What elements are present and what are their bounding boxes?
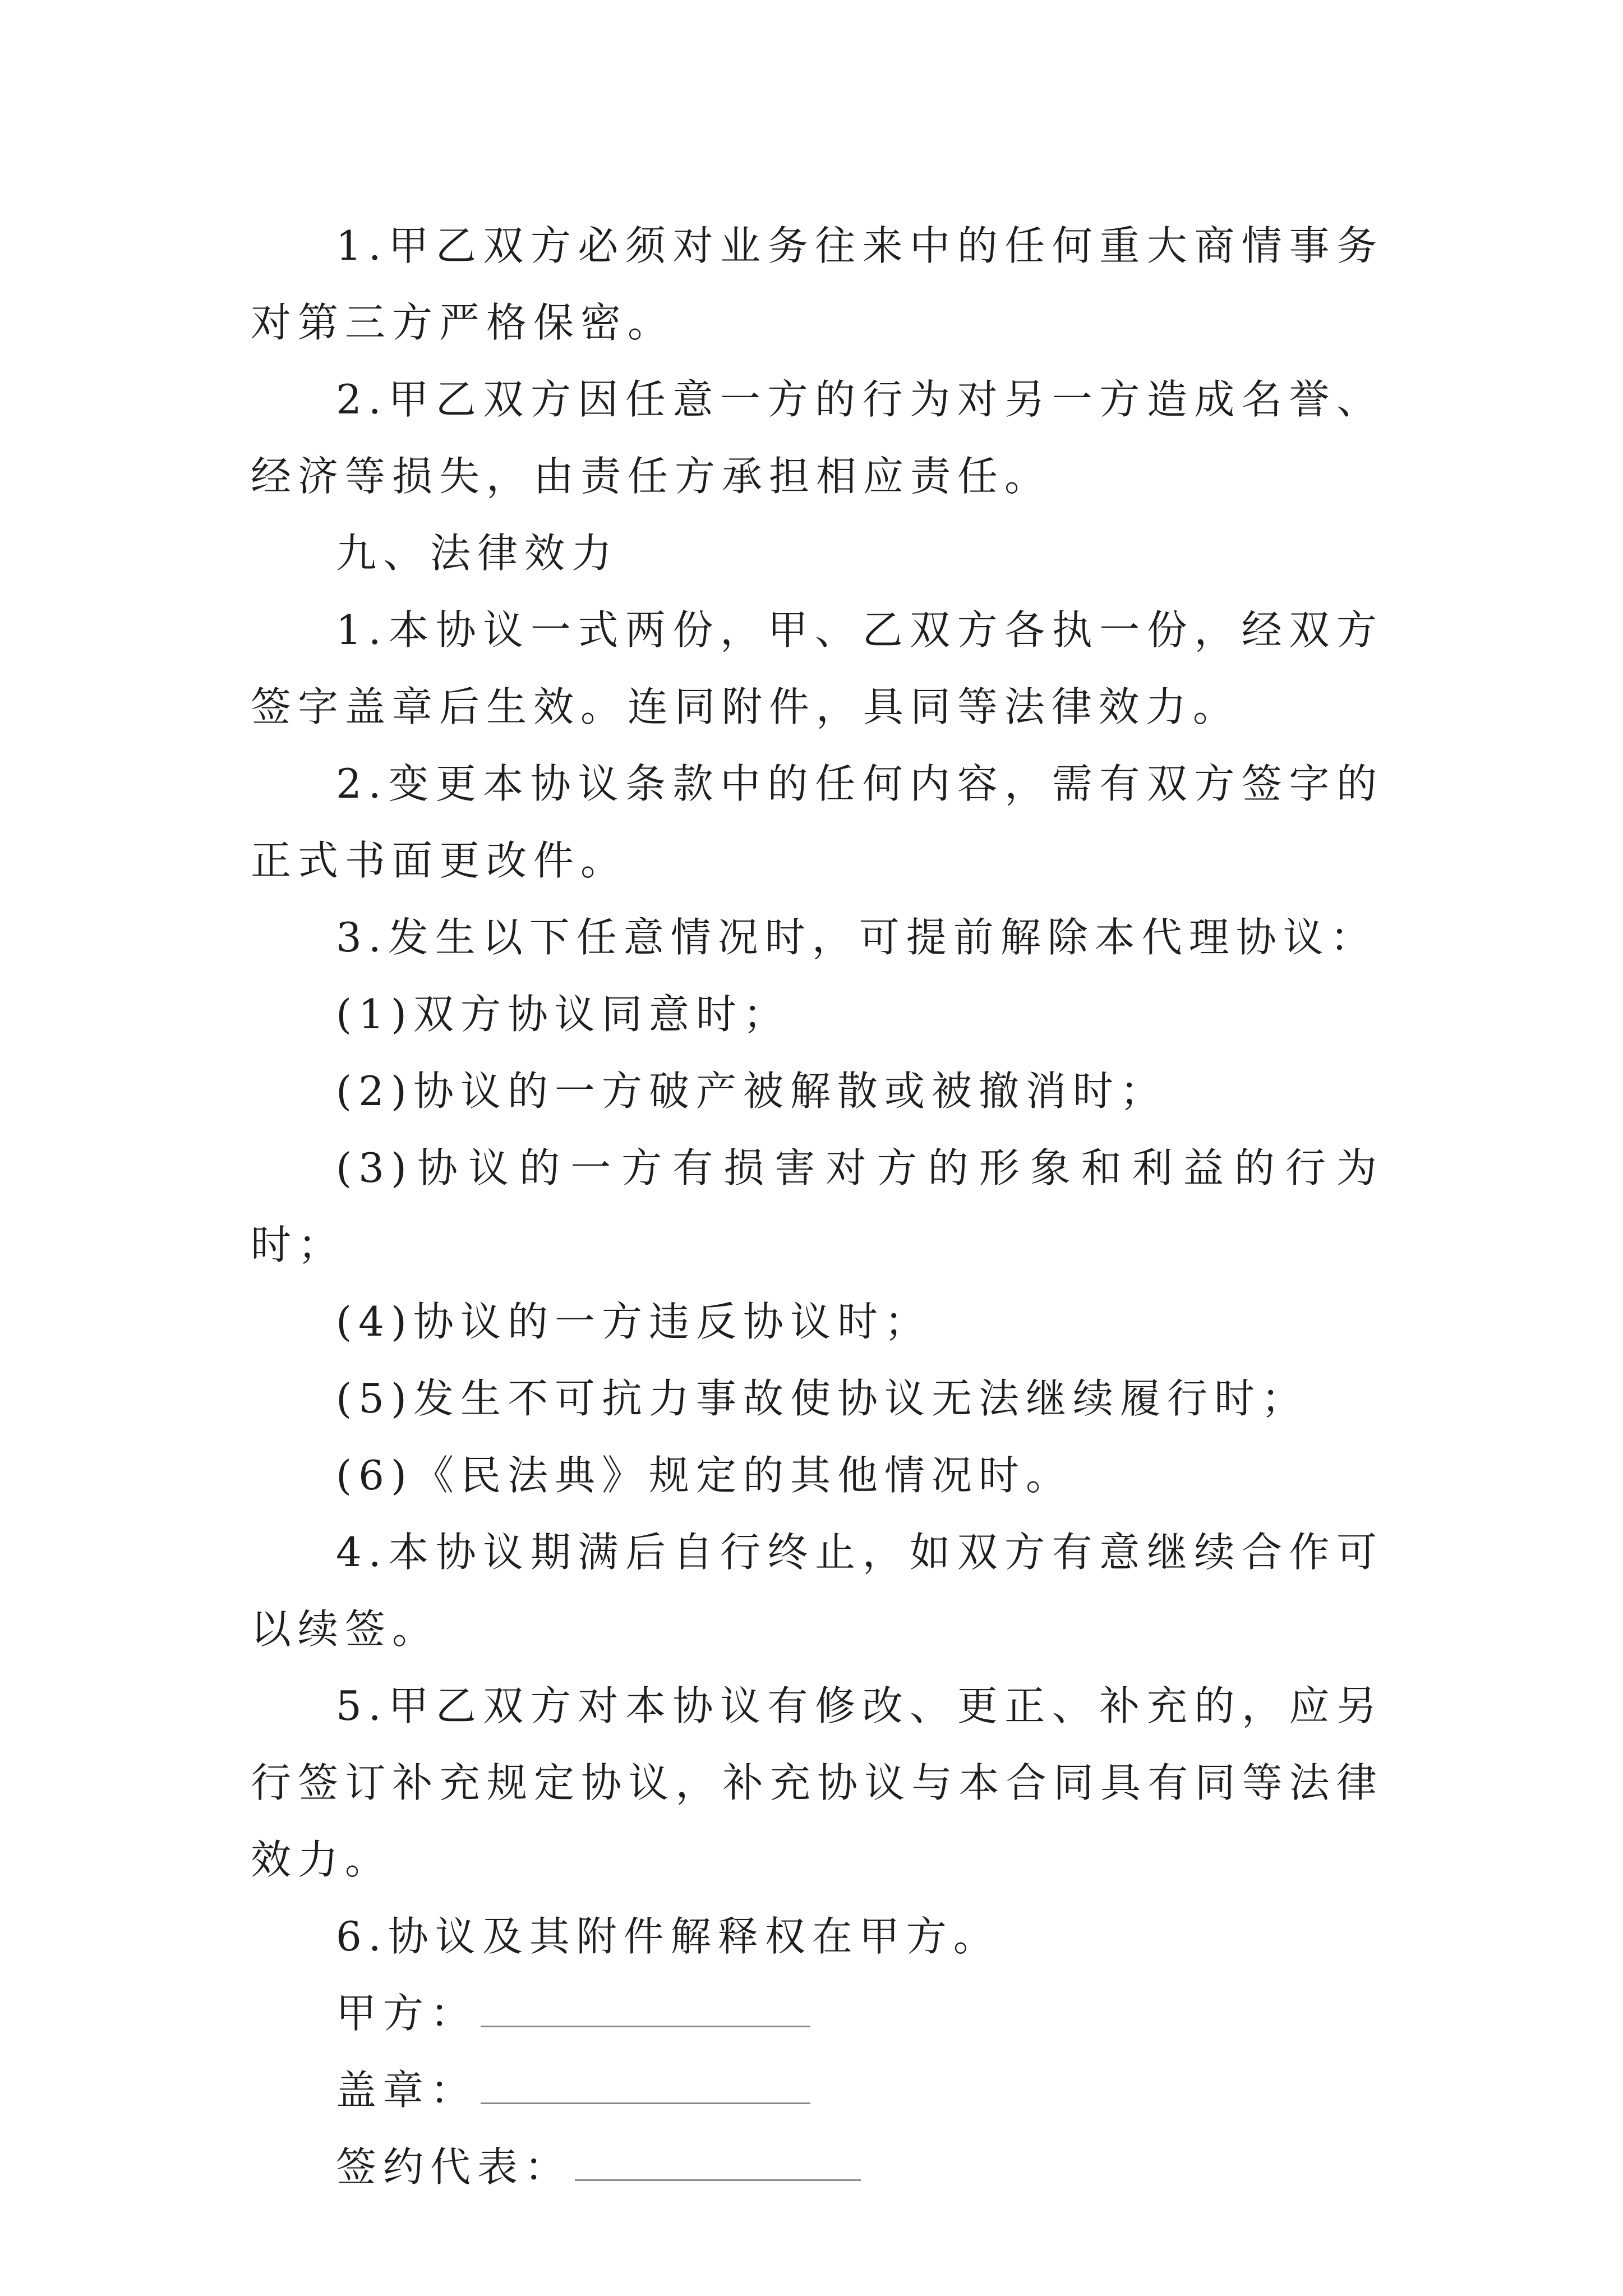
- representative-signature-row: [251, 2129, 1384, 2206]
- termination-item: (1)双方协议同意时；: [336, 991, 790, 1038]
- party-a-label: 甲方：: [336, 1990, 478, 2037]
- clause-termination: 3.发生以下任意情况时，可提前解除本代理协议：: [336, 914, 1377, 961]
- seal-blank-line[interactable]: [481, 2102, 810, 2104]
- termination-item: (5)发生不可抗力事故使协议无法继续履行时；: [336, 1375, 1308, 1422]
- party-a-signature-row: [251, 1975, 1384, 2052]
- representative-blank-line[interactable]: [575, 2179, 861, 2181]
- document-body: [251, 208, 1384, 2206]
- termination-item: (3)协议的一方有损害对方的形象和利益的行为时；: [251, 1144, 1384, 1268]
- section-heading-legal-effect: 九、法律效力: [336, 530, 619, 577]
- clause-interpretation: 6.协议及其附件解释权在甲方。: [336, 1913, 1000, 1960]
- clause-confidentiality: 1.甲乙双方必须对业务往来中的任何重大商情事务对第三方严格保密。: [251, 222, 1384, 346]
- clause-expiry: 4.本协议期满后自行终止，如双方有意继续合作可以续签。: [251, 1529, 1384, 1653]
- seal-label: 盖章：: [336, 2067, 478, 2114]
- termination-item: (4)协议的一方违反协议时；: [336, 1298, 932, 1345]
- termination-item: (2)协议的一方破产被解散或被撤消时；: [336, 1068, 1167, 1115]
- clause-supplement: 5.甲乙双方对本协议有修改、更正、补充的，应另行签订补充规定协议，补充协议与本合同具有同等法律效力。: [251, 1682, 1384, 1883]
- party-a-blank-line[interactable]: [481, 2026, 810, 2027]
- clause-amendment: 2.变更本协议条款中的任何内容，需有双方签字的正式书面更改件。: [251, 760, 1384, 884]
- representative-label: 签约代表：: [336, 2143, 572, 2191]
- termination-item: (6)《民法典》规定的其他情况时。: [336, 1452, 1073, 1499]
- clause-liability: 2.甲乙双方因任意一方的行为对另一方造成名誉、经济等损失，由责任方承担相应责任。: [251, 376, 1384, 500]
- seal-signature-row: [251, 2052, 1384, 2129]
- clause-copies-effect: 1.本协议一式两份，甲、乙双方各执一份，经双方签字盖章后生效。连同附件，具同等法律效力。: [251, 606, 1384, 730]
